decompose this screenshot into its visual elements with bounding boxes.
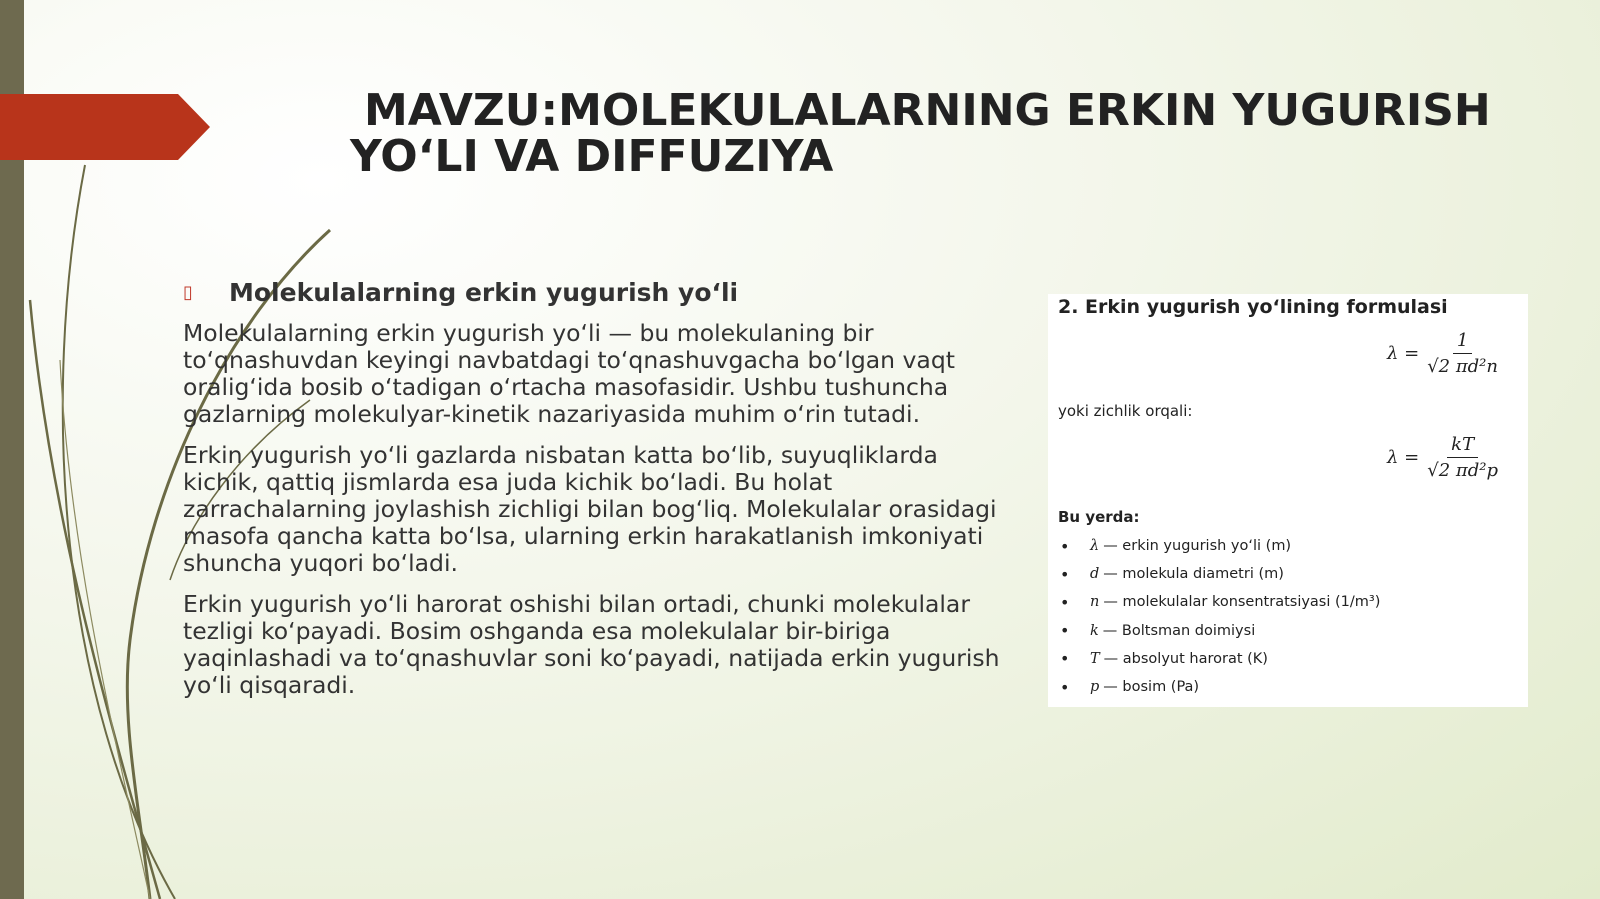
legend-item [1060, 588, 1380, 616]
bullet-dot-icon: • [1060, 564, 1070, 584]
legend-text: — erkin yugurish yo‘li (m) [1103, 538, 1292, 555]
formula-2-lhs: λ = [1387, 447, 1420, 468]
formula-1-numerator: 1 [1453, 330, 1472, 354]
bullet-dot-icon: • [1060, 621, 1070, 641]
formula-1-lhs: λ = [1386, 343, 1420, 364]
or-density-label: yoki zichlik orqali: [1058, 402, 1193, 420]
formula-image [1048, 294, 1528, 707]
bullet-dot-icon: • [1060, 592, 1070, 612]
slide-title [350, 85, 1530, 182]
variable-legend [1060, 532, 1380, 701]
formula-2 [1387, 434, 1498, 481]
formula-2-numerator: kT [1447, 434, 1478, 458]
paragraph-1: Molekulalarning erkin yugurish yo‘li — bu molekulaning bir to‘qnashuvdan keyingi navbatdagi to‘qnashuvgacha bo‘lgan vaqt oralig‘ida bosib o‘tadigan o‘rtacha masofasidir. Ushbu tushuncha gazlarning molekulyar-kinetik nazariyasida muhim o‘rin tutadi. [183, 319, 955, 428]
slide-body [183, 272, 1003, 713]
bullet-heading: Molekulalarning erkin yugurish yo‘li [229, 277, 739, 307]
formula-1 [1387, 330, 1498, 377]
legend-symbol: λ [1090, 538, 1100, 555]
bullet-dot-icon: • [1060, 677, 1070, 697]
where-label: Bu yerda: [1058, 508, 1140, 526]
bullet-dot-icon: • [1060, 536, 1070, 556]
legend-symbol: k [1090, 622, 1099, 639]
formula-box-title: 2. Erkin yugurish yo‘lining formulasi [1058, 296, 1448, 318]
bullet-dot-icon: • [1060, 649, 1070, 669]
title-accent-arrow [0, 94, 210, 160]
legend-text: — Boltsman doimiysi [1102, 622, 1256, 639]
legend-symbol: p [1090, 679, 1100, 696]
bullet-marker-icon: ▯ [183, 281, 193, 303]
legend-item [1060, 532, 1380, 560]
legend-symbol: d [1090, 566, 1100, 583]
formula-1-denominator: √2 πd²n [1427, 356, 1498, 377]
legend-text: — molekula diametri (m) [1103, 566, 1284, 583]
legend-item [1060, 560, 1380, 588]
slide-title-line-1: MAVZU:MOLEKULALARNING ERKIN YUGURISH [364, 85, 1491, 136]
legend-text: — bosim (Pa) [1103, 679, 1200, 696]
paragraph-2: Erkin yugurish yo‘li gazlarda nisbatan katta bo‘lib, suyuqliklarda kichik, qattiq jismlarda esa juda kichik bo‘ladi. Bu holat zarrachalarning joylashish zichligi bilan bog‘liq. Molekulalar orasidagi masofa qancha katta bo‘lsa, ularning erkin harakatlanish imkoniyati shuncha yuqori bo‘ladi. [183, 441, 997, 577]
paragraph-3: Erkin yugurish yo‘li harorat oshishi bilan ortadi, chunki molekulalar tezligi ko‘payadi. Bosim oshganda esa molekulalar bir-biriga yaqinlashadi va to‘qnashuvlar soni ko‘payadi, natijada erkin yugurish yo‘li qisqaradi. [183, 590, 1000, 699]
bullet-heading-row [183, 272, 1003, 312]
legend-text: — absolyut harorat (K) [1103, 650, 1268, 667]
legend-item [1060, 617, 1380, 645]
legend-text: — molekulalar konsentratsiyasi (1/m³) [1103, 594, 1381, 611]
legend-symbol: T [1090, 650, 1100, 667]
legend-symbol: n [1090, 594, 1100, 611]
legend-item [1060, 645, 1380, 673]
formula-2-denominator: √2 πd²p [1427, 460, 1498, 481]
slide-title-line-2: YO‘LI VA DIFFUZIYA [350, 131, 834, 182]
legend-item [1060, 673, 1380, 701]
